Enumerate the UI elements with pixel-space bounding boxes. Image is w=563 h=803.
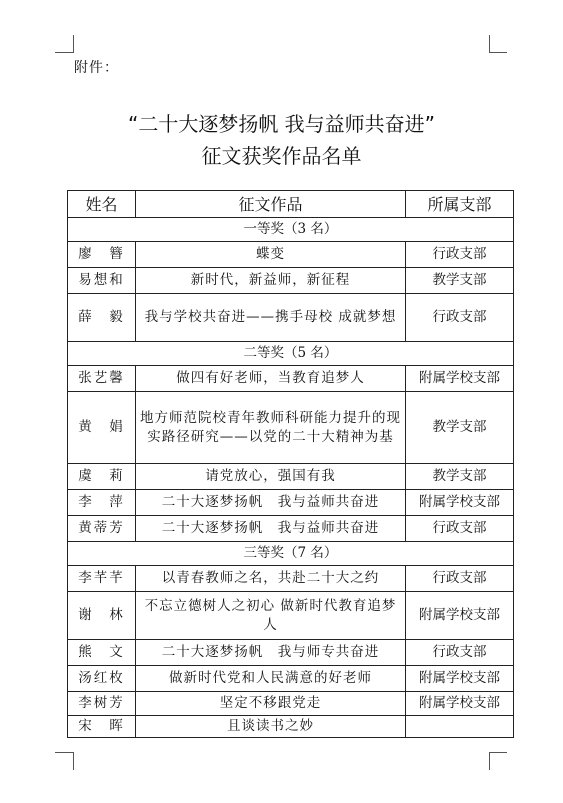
cell-branch: 附属学校支部 xyxy=(406,490,514,516)
table-row xyxy=(68,490,514,516)
cell-branch: 教学支部 xyxy=(406,268,514,294)
cell-name: 汤红枚 xyxy=(68,666,136,692)
table-row xyxy=(68,516,514,542)
attachment-label: 附件： xyxy=(74,60,119,76)
cell-work: 二十大逐梦扬帆 我与师专共奋进 xyxy=(136,640,406,666)
section-label: 二等奖（5 名） xyxy=(68,342,514,366)
document-subtitle: 征文获奖作品名单 xyxy=(201,144,362,168)
table-row xyxy=(68,716,514,738)
cell-name: 张艺馨 xyxy=(68,366,136,392)
header-name: 姓名 xyxy=(68,191,136,218)
cell-name: 熊 文 xyxy=(68,640,136,666)
table-row xyxy=(68,464,514,490)
cell-work: 以青春教师之名，共赴二十大之约 xyxy=(136,566,406,592)
cell-branch: 行政支部 xyxy=(406,566,514,592)
crop-mark-top-left-h xyxy=(55,52,73,53)
cell-work: 做四有好老师，当教育追梦人 xyxy=(136,366,406,392)
table-row xyxy=(68,294,514,342)
cell-name: 虞 莉 xyxy=(68,464,136,490)
section-label: 三等奖（7 名） xyxy=(68,542,514,566)
section-row xyxy=(68,542,514,566)
crop-mark-top-right-h xyxy=(489,52,507,53)
table-row xyxy=(68,592,514,640)
cell-branch xyxy=(406,716,514,738)
cell-name: 李树芳 xyxy=(68,692,136,716)
cell-name: 宋 晖 xyxy=(68,716,136,738)
cell-work: 新时代，新益师，新征程 xyxy=(136,268,406,294)
cell-branch: 行政支部 xyxy=(406,516,514,542)
cell-work: 请党放心，强国有我 xyxy=(136,464,406,490)
cell-work: 二十大逐梦扬帆 我与益师共奋进 xyxy=(136,490,406,516)
cell-branch: 附属学校支部 xyxy=(406,666,514,692)
section-row xyxy=(68,218,514,242)
table-row xyxy=(68,366,514,392)
crop-mark-bottom-left-h xyxy=(55,752,73,753)
cell-branch: 行政支部 xyxy=(406,242,514,268)
cell-work: 不忘立德树人之初心 做新时代教育追梦人 xyxy=(136,592,406,640)
cell-work: 坚定不移跟党走 xyxy=(136,692,406,716)
cell-work: 蝶变 xyxy=(136,242,406,268)
header-work: 征文作品 xyxy=(136,191,406,218)
table-row xyxy=(68,268,514,294)
table-row xyxy=(68,566,514,592)
cell-branch: 行政支部 xyxy=(406,640,514,666)
cell-work: 我与学校共奋进——携手母校 成就梦想 xyxy=(136,294,406,342)
cell-branch: 教学支部 xyxy=(406,464,514,490)
cell-work: 地方师范院校青年教师科研能力提升的现实路径研究——以党的二十大精神为基 xyxy=(136,392,406,464)
cell-name: 廖 簪 xyxy=(68,242,136,268)
cell-branch: 附属学校支部 xyxy=(406,592,514,640)
table-row xyxy=(68,692,514,716)
cell-branch: 行政支部 xyxy=(406,294,514,342)
document-title: “二十大逐梦扬帆 我与益师共奋进” xyxy=(127,112,436,136)
header-branch: 所属支部 xyxy=(406,191,514,218)
header-row xyxy=(68,191,514,218)
cell-name: 李 萍 xyxy=(68,490,136,516)
crop-mark-top-left-v xyxy=(73,35,74,53)
cell-branch: 附属学校支部 xyxy=(406,692,514,716)
cell-name: 谢 林 xyxy=(68,592,136,640)
cell-name: 薛 毅 xyxy=(68,294,136,342)
cell-name: 黄 娟 xyxy=(68,392,136,464)
crop-mark-top-right-v xyxy=(489,35,490,53)
table-row xyxy=(68,392,514,464)
cell-branch: 教学支部 xyxy=(406,392,514,464)
section-row xyxy=(68,342,514,366)
cell-name: 易想和 xyxy=(68,268,136,294)
cell-name: 黄蒂芳 xyxy=(68,516,136,542)
cell-branch: 附属学校支部 xyxy=(406,366,514,392)
award-table xyxy=(67,190,514,738)
table-row xyxy=(68,640,514,666)
crop-mark-bottom-left-v xyxy=(73,752,74,770)
cell-name: 李芊芊 xyxy=(68,566,136,592)
cell-work: 且谈读书之妙 xyxy=(136,716,406,738)
cell-work: 做新时代党和人民满意的好老师 xyxy=(136,666,406,692)
section-label: 一等奖（3 名） xyxy=(68,218,514,242)
table-row xyxy=(68,242,514,268)
crop-mark-bottom-right-h xyxy=(489,752,507,753)
cell-work: 二十大逐梦扬帆 我与益师共奋进 xyxy=(136,516,406,542)
table-row xyxy=(68,666,514,692)
crop-mark-bottom-right-v xyxy=(489,752,490,770)
